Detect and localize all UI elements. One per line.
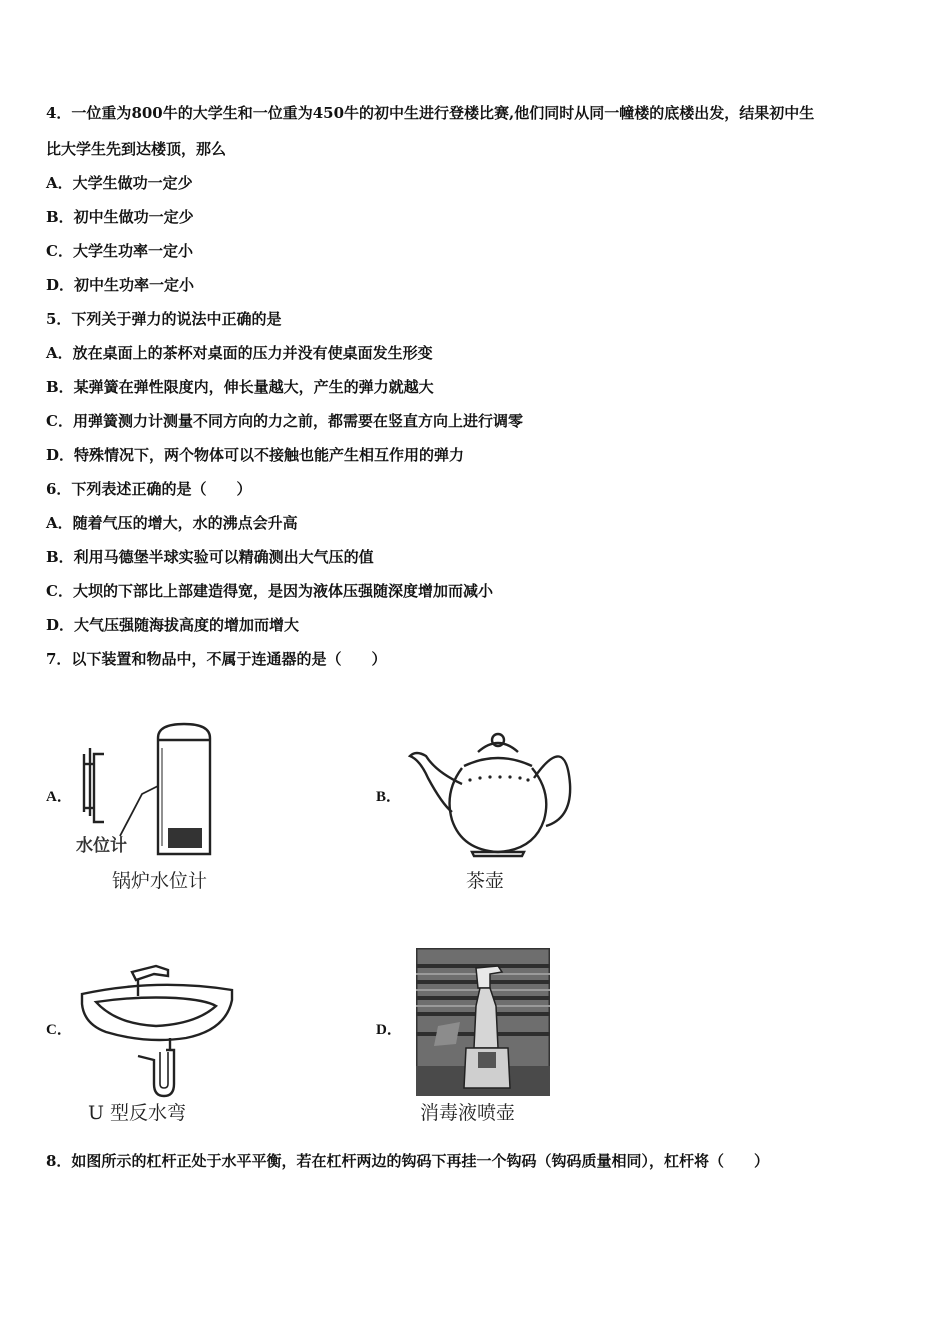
q4-option-c: C．大学生功率一定小 bbox=[46, 242, 193, 260]
teapot-figure bbox=[406, 722, 576, 862]
u-trap-sink-figure bbox=[76, 960, 238, 1100]
q4-stem-line2: 比大学生先到达楼顶，那么 bbox=[46, 140, 227, 158]
q4-option-b: B．初中生做功一定少 bbox=[46, 208, 194, 226]
water-gauge-inner-label: 水位计 bbox=[76, 836, 127, 856]
q5-option-c: C．用弹簧测力计测量不同方向的力之前，都需要在竖直方向上进行调零 bbox=[46, 412, 523, 430]
boiler-gauge-figure bbox=[70, 718, 230, 860]
q4-option-d: D．初中生功率一定小 bbox=[46, 276, 195, 294]
q5-option-a: A．放在桌面上的茶杯对桌面的压力并没有使桌面发生形变 bbox=[46, 344, 433, 362]
teapot-illustration bbox=[406, 722, 576, 862]
q6-stem: 6．下列表述正确的是（ ） bbox=[46, 480, 252, 498]
q5-stem: 5．下列关于弹力的说法中正确的是 bbox=[46, 310, 282, 328]
q6-option-a: A．随着气压的增大，水的沸点会升高 bbox=[46, 514, 298, 532]
q7-option-d-label: D． bbox=[376, 1022, 402, 1038]
q7-option-b-caption: 茶壶 bbox=[466, 870, 505, 892]
q4-option-a: A．大学生做功一定少 bbox=[46, 174, 193, 192]
q5-option-d: D．特殊情况下，两个物体可以不接触也能产生相互作用的弹力 bbox=[46, 446, 465, 464]
spray-bottle-photo bbox=[416, 948, 550, 1096]
q5-option-b: B．某弹簧在弹性限度内，伸长量越大，产生的弹力就越大 bbox=[46, 378, 434, 396]
q8-stem: 8．如图所示的杠杆正处于水平平衡，若在杠杆两边的钩码下再挂一个钩码（钩码质量相同），杠杆将（ ） bbox=[46, 1152, 769, 1170]
u-trap-sink-illustration bbox=[76, 960, 238, 1100]
q7-option-a-label: A． bbox=[46, 789, 72, 805]
q7-option-d-caption: 消毒液喷壶 bbox=[420, 1102, 516, 1124]
q6-option-d: D．大气压强随海拔高度的增加而增大 bbox=[46, 616, 300, 634]
q4-stem-line1: 4．一位重为800牛的大学生和一位重为450牛的初中生进行登楼比赛,他们同时从同一幢楼的底楼出发，结果初中生 bbox=[46, 104, 815, 122]
boiler-gauge-illustration bbox=[70, 718, 230, 860]
spray-bottle-figure bbox=[416, 948, 550, 1096]
q6-option-b: B．利用马德堡半球实验可以精确测出大气压的值 bbox=[46, 548, 374, 566]
q7-option-a-caption: 锅炉水位计 bbox=[112, 870, 208, 892]
q6-option-c: C．大坝的下部比上部建造得宽，是因为液体压强随深度增加而减小 bbox=[46, 582, 493, 600]
q7-stem: 7．以下装置和物品中，不属于连通器的是（ ） bbox=[46, 650, 387, 668]
q7-option-c-caption: U 型反水弯 bbox=[88, 1102, 187, 1124]
q7-option-b-label: B． bbox=[376, 789, 402, 805]
q7-option-c-label: C． bbox=[46, 1022, 72, 1038]
